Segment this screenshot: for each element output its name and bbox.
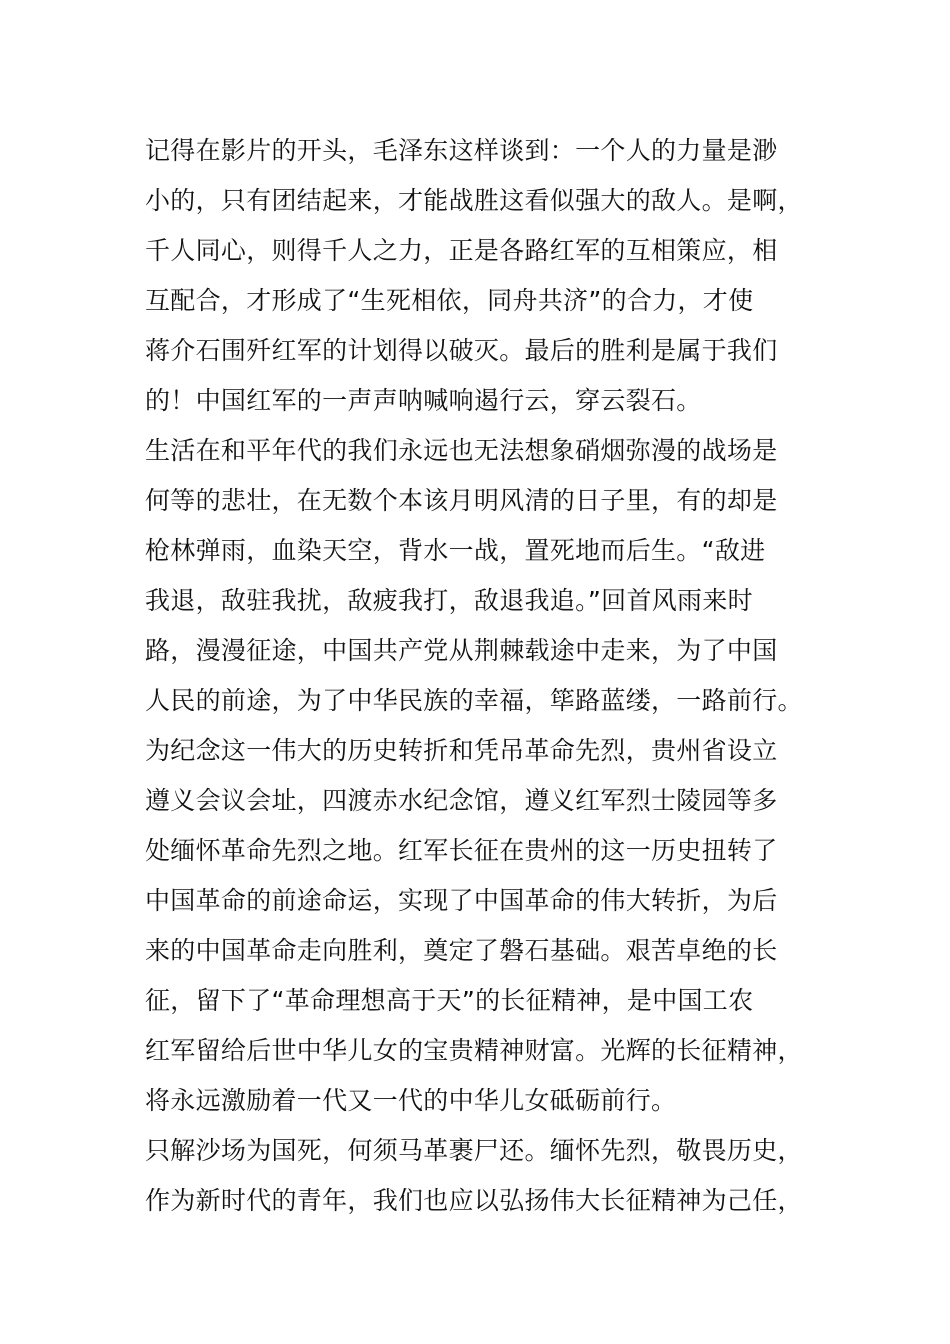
text-line: 将永远激励着一代又一代的中华儿女砥砺前行。 bbox=[145, 1086, 677, 1115]
text-line: 生活在和平年代的我们永远也无法想象硝烟弥漫的战场是 bbox=[145, 436, 778, 465]
text-line: 为纪念这一伟大的历史转折和凭吊革命先烈，贵州省设立 bbox=[145, 736, 778, 765]
text-line: 千人同心，则得千人之力，正是各路红军的互相策应，相 bbox=[145, 236, 778, 265]
text-line: 记得在影片的开头，毛泽东这样谈到：一个人的力量是渺 bbox=[145, 136, 778, 165]
text-line: 红军留给后世中华儿女的宝贵精神财富。光辉的长征精神， bbox=[145, 1036, 803, 1065]
text-line: 中国革命的前途命运，实现了中国革命的伟大转折，为后 bbox=[145, 886, 778, 915]
text-line: 来的中国革命走向胜利，奠定了磐石基础。艰苦卓绝的长 bbox=[145, 936, 778, 965]
text-line: 何等的悲壮，在无数个本该月明风清的日子里，有的却是 bbox=[145, 486, 778, 515]
text-line: 处缅怀革命先烈之地。红军长征在贵州的这一历史扭转了 bbox=[145, 836, 778, 865]
text-line: 我退，敌驻我扰，敌疲我打，敌退我追。”回首风雨来时 bbox=[145, 586, 753, 615]
body-text bbox=[145, 126, 805, 1226]
text-line: 征，留下了“革命理想高于天”的长征精神，是中国工农 bbox=[145, 986, 754, 1015]
text-line: 人民的前途，为了中华民族的幸福，筚路蓝缕，一路前行。 bbox=[145, 686, 803, 715]
text-line: 路，漫漫征途，中国共产党从荆棘载途中走来，为了中国 bbox=[145, 636, 778, 665]
text-line: 的！中国红军的一声声呐喊响遏行云，穿云裂石。 bbox=[145, 386, 702, 415]
text-line: 作为新时代的青年，我们也应以弘扬伟大长征精神为己任， bbox=[145, 1186, 803, 1215]
text-line: 遵义会议会址，四渡赤水纪念馆，遵义红军烈士陵园等多 bbox=[145, 786, 778, 815]
text-line: 枪林弹雨，血染天空，背水一战，置死地而后生。“敌进 bbox=[145, 536, 766, 565]
text-line: 互配合，才形成了“生死相依，同舟共济”的合力，才使 bbox=[145, 286, 754, 315]
text-line: 小的，只有团结起来，才能战胜这看似强大的敌人。是啊， bbox=[145, 186, 803, 215]
text-line: 只解沙场为国死，何须马革裹尸还。缅怀先烈，敬畏历史， bbox=[145, 1136, 803, 1165]
text-line: 蒋介石围歼红军的计划得以破灭。最后的胜利是属于我们 bbox=[145, 336, 778, 365]
